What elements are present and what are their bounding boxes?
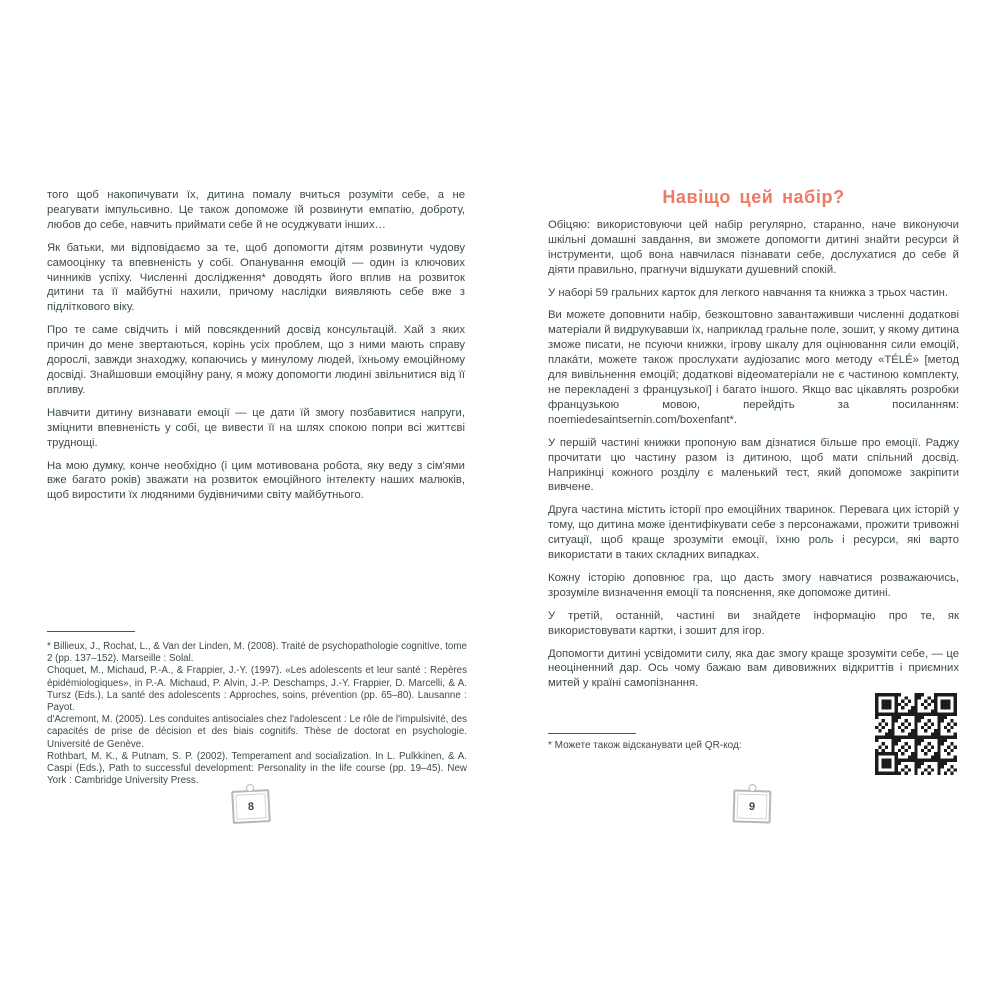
paragraph: Обіцяю: використовуючи цей набір регулярно, старанно, наче виконуючи шкільні домашні завдання, ви зможете допомогти дитині знайти ресурси й інструменти, щоб вона навчилася пізнавати себе, дослухатися до себе й діяти правильно, прагнучи відшукати душевний спокій. [548, 218, 959, 276]
right-page-text-column [548, 187, 959, 699]
page-number: 9 [748, 800, 756, 813]
paragraph: Друга частина містить історії про емоційних тваринок. Перевага цих історій у тому, що дитина може ідентифікувати себе з персонажами, прожити тривожні ситуації, щоб краще зрозуміти емоції, їхню роль і ресурси, які варто використати в таких складних випадках. [548, 504, 959, 562]
page-number-frame-left [231, 789, 271, 824]
paragraph: У наборі 59 гральних карток для легкого навчання та книжка з трьох частин. [548, 286, 949, 299]
page-number-frame-right [733, 790, 772, 824]
paragraph: Як батьки, ми відповідаємо за те, щоб допомогти дітям розвинути чудову самооцінку та впевненість у собі. Опанування емоцій — один із ключових чинників успіху. Численні дослідження* доводять його вплив на розвиток дитини та її майбутні нахили, причому наслідки виявляють себе вже з підліткового віку. [47, 241, 465, 314]
qr-footnote: * Можете також відсканувати цей QR-код: [548, 740, 742, 751]
paragraph: На мою думку, конче необхідно (і цим мотивована робота, яку веду з сім'ями вже багато років) зважати на розвиток емоційного інтелекту наших малюків, щоб виростити їх людяними будівничими світу майбутнього. [47, 459, 465, 502]
footnote-entry: Choquet, M., Michaud, P.-A., & Frappier, J.-Y. (1997). «Les adolescents et leur santé : Repères épidémiologiques», in P.-A. Michaud, P. Alvin, J.-P. Deschamps, J.-Y. Frappier, D. Marcelli, & A. Tursz (Eds.), La santé des adolescents : Approches, soins, prévention (pp. 65–80). Lausanne : Payot. [47, 665, 467, 714]
paragraph: Ви можете доповнити набір, безкоштовно завантаживши численні додаткові матеріали й видрукувавши їх, наприклад гральне поле, зошит, у якому дитина зможе писати, не псуючи книжки, ігрову шкалу для оцінювання сили емоцій, плакáти, можете також прослухати аудіозапис мого методу «TÉLÉ» [метод для вивільнення емоцій; додаткові відеоматеріали не є частиною комплекту, не перекладені з французької] і багато іншого. Якщо вас цікавлять розробки французькою мовою, перейдіть за посиланням: noemiedesaintsernin.com/boxenfant*. [548, 309, 959, 426]
paragraph: Допомогти дитині усвідомити силу, яка дає змогу краще зрозуміти себе, — це неоціненний дар. Ось чому бажаю вам дивовижних відкриттів і приємних митей у країні самопізнання. [548, 647, 959, 690]
paragraph: того щоб накопичувати їх, дитина помалу вчиться розуміти себе, а не реагувати імпульсивно. Це також допоможе їй розвинути емпатію, доброту, любов до себе, навчить приймати себе й не осуджувати інших… [47, 189, 465, 231]
footnote-entry: d'Acremont, M. (2005). Les conduites antisociales chez l'adolescent : Le rôle de l'impulsivité, des capacités de prise de décision et des biais cognitifs. Thèse de doctorat en psychologie. Université de Genève. [47, 714, 467, 750]
left-page-footnotes [47, 641, 467, 787]
footnote-separator [548, 733, 636, 734]
footnote-entry: Rothbart, M. K., & Putnam, S. P. (2002). Temperament and socialization. In L. Pulkkinen, & A. Caspi (Eds.), Path to successful development: Personality in the life course (pp. 19–45). New York : Cambridge University Press. [47, 750, 467, 787]
paragraph: У першій частині книжки пропоную вам дізнатися більше про емоції. Раджу прочитати цю частину разом із дитиною, щоб мати спільний досвід. Наприкінці кожного розділу є маленький тест, який допоможе закріпити вивчене. [548, 436, 959, 494]
left-page-text-column [47, 188, 465, 511]
paragraph: У третій, останній, частині ви знайдете інформацію про те, як використовувати картки, і зошит для ігор. [548, 609, 959, 637]
paragraph: Про те саме свідчить і мій повсякденний досвід консультацій. Хай з яких причин до мене звертаються, корінь усіх проблем, що з ними мають справу дорослі, завжди знаходжу, копаючись у минулому людей, їхньому емоційному досвіді. Знайшовши емоційну рану, я можу допомогти людині звільнитися від її впливу. [47, 324, 465, 396]
frame-hook-icon [246, 784, 254, 792]
footnote-entry: * Billieux, J., Rochat, L., & Van der Linden, M. (2008). Traité de psychopathologie cognitive, tome 2 (pp. 137–152). Marseille : Solal. [47, 641, 467, 665]
footnote-separator [47, 631, 135, 632]
paragraph: Кожну історію доповнює гра, що дасть змогу навчатися розважаючись, зрозуміле визначення емоції та пояснення, яке допоможе дитині. [548, 571, 959, 599]
qr-code [875, 693, 957, 775]
page-number: 8 [247, 800, 255, 813]
chapter-title: Навіщо цей набір? [662, 187, 845, 207]
paragraph: Навчити дитину визнавати емоції — це дати їй змогу позбавитися напруги, зміцнити впевненість у собі, це вивести її на шлях спокою попри всі життєві труднощі. [47, 406, 465, 449]
frame-hook-icon [748, 784, 756, 792]
